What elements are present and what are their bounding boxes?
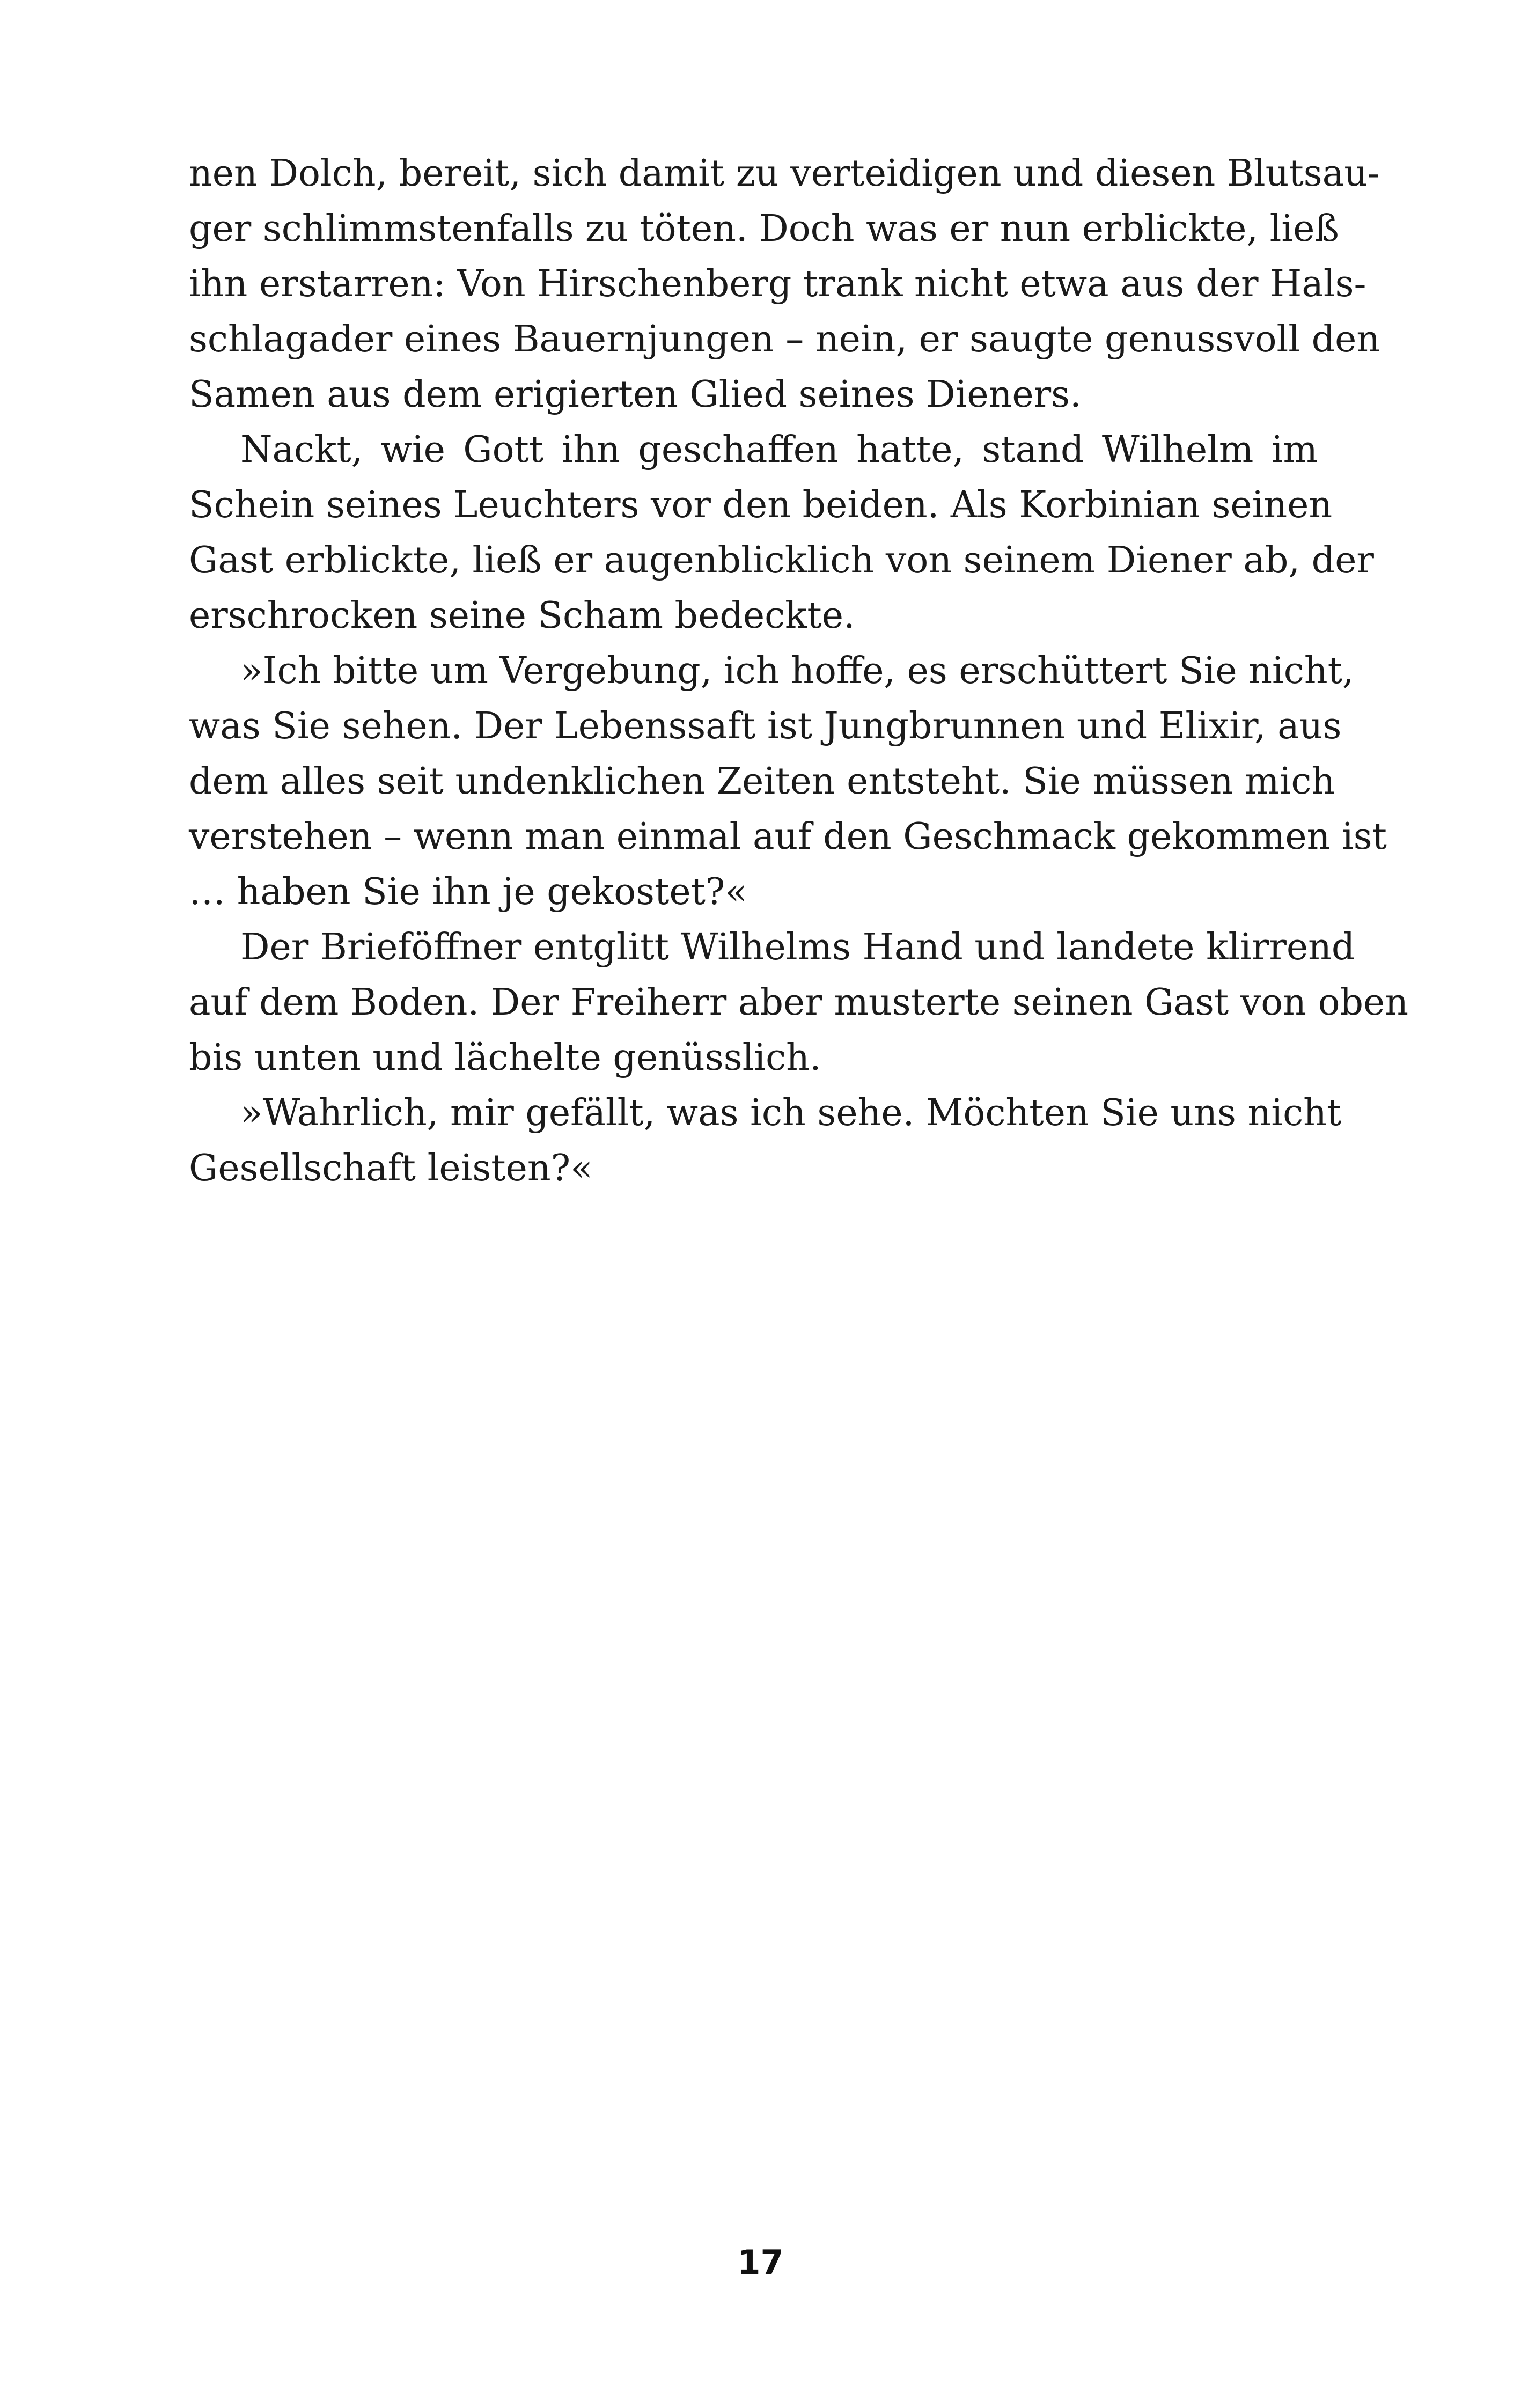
text-line: nen Dolch, bereit, sich damit zu verteidigen und diesen Blutsau-: [189, 152, 1380, 195]
text-line: Gast erblickte, ließ er augenblicklich von seinem Diener ab, der: [189, 539, 1374, 582]
text-line: ger schlimmstenfalls zu töten. Doch was er nun erblickte, ließ: [189, 208, 1339, 250]
text-line: Gesellschaft leisten?«: [189, 1147, 593, 1190]
text-line: … haben Sie ihn je gekostet?«: [189, 871, 747, 913]
text-line: erschrocken seine Scham bedeckte.: [189, 594, 855, 637]
text-line: schlagader eines Bauernjungen – nein, er saugte genussvoll den: [189, 318, 1380, 361]
paragraph-start-line: »Ich bitte um Vergebung, ich hoffe, es erschüttert Sie nicht,: [240, 650, 1354, 692]
paragraph-start-line: Der Brieföffner entglitt Wilhelms Hand und landete klirrend: [240, 926, 1355, 968]
text-line: Samen aus dem erigierten Glied seines Dieners.: [189, 373, 1082, 416]
text-line: auf dem Boden. Der Freiherr aber musterte seinen Gast von oben: [189, 981, 1409, 1024]
paragraph-start-line: Nackt, wie Gott ihn geschaffen hatte, stand Wilhelm im: [240, 429, 1318, 471]
text-line: dem alles seit undenklichen Zeiten entsteht. Sie müssen mich: [189, 760, 1335, 803]
text-line: ihn erstarren: Von Hirschenberg trank nicht etwa aus der Hals-: [189, 263, 1366, 305]
text-line: Schein seines Leuchters vor den beiden. Als Korbinian seinen: [189, 484, 1333, 526]
body-text: [189, 146, 1409, 1196]
text-line: bis unten und lächelte genüsslich.: [189, 1037, 821, 1079]
page-number: 17: [737, 2243, 784, 2282]
paragraph-start-line: »Wahrlich, mir gefällt, was ich sehe. Möchten Sie uns nicht: [240, 1092, 1342, 1134]
text-line: verstehen – wenn man einmal auf den Geschmack gekommen ist: [189, 816, 1387, 858]
text-line: was Sie sehen. Der Lebenssaft ist Jungbrunnen und Elixir, aus: [189, 705, 1342, 747]
